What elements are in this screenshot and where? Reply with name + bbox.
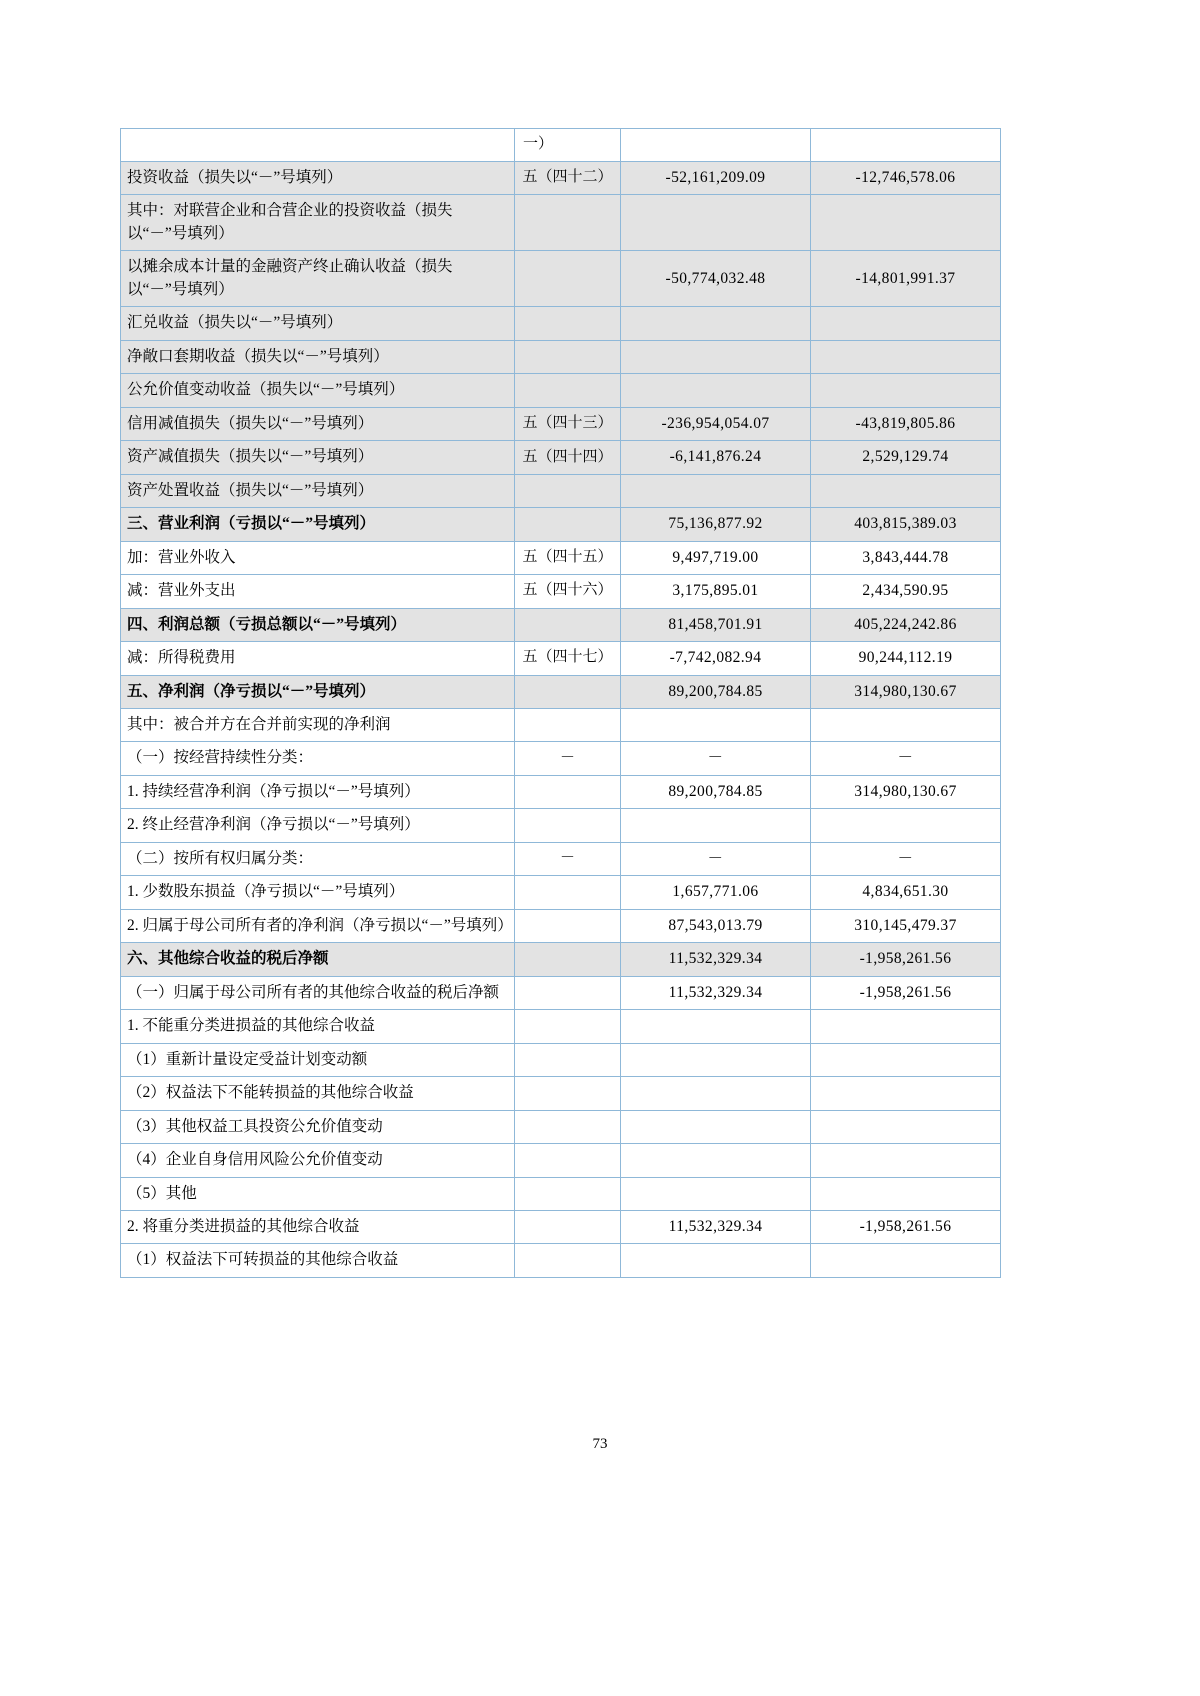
table-row xyxy=(121,474,1001,507)
table-body xyxy=(121,129,1001,1278)
row-current-amount xyxy=(621,1177,811,1210)
row-label: （1）重新计量设定受益计划变动额 xyxy=(121,1043,515,1076)
table-row xyxy=(121,842,1001,875)
row-current-amount: -52,161,209.09 xyxy=(621,162,811,195)
row-label: （一）按经营持续性分类： xyxy=(121,742,515,775)
row-note xyxy=(515,307,621,340)
row-label: 其中：被合并方在合并前实现的净利润 xyxy=(121,708,515,741)
row-note xyxy=(515,809,621,842)
table-row xyxy=(121,251,1001,307)
row-label: （1）权益法下可转损益的其他综合收益 xyxy=(121,1244,515,1277)
table-row xyxy=(121,708,1001,741)
row-current-amount xyxy=(621,809,811,842)
row-current-amount xyxy=(621,307,811,340)
row-note: 五（四十四） xyxy=(515,441,621,474)
row-previous-amount xyxy=(811,1110,1001,1143)
row-previous-amount xyxy=(811,809,1001,842)
table-row xyxy=(121,374,1001,407)
row-label: 其中：对联营企业和合营企业的投资收益（损失以“－”号填列） xyxy=(121,195,515,251)
table-row xyxy=(121,608,1001,641)
row-label: 汇兑收益（损失以“－”号填列） xyxy=(121,307,515,340)
row-current-amount: 89,200,784.85 xyxy=(621,675,811,708)
row-note xyxy=(515,775,621,808)
row-previous-amount xyxy=(811,1043,1001,1076)
row-previous-amount: － xyxy=(811,842,1001,875)
row-previous-amount xyxy=(811,1010,1001,1043)
row-note xyxy=(515,675,621,708)
table-row xyxy=(121,1177,1001,1210)
table-row xyxy=(121,976,1001,1009)
table-row xyxy=(121,575,1001,608)
row-current-amount: -6,141,876.24 xyxy=(621,441,811,474)
row-note: 五（四十七） xyxy=(515,642,621,675)
row-current-amount xyxy=(621,474,811,507)
row-current-amount xyxy=(621,708,811,741)
row-current-amount: -7,742,082.94 xyxy=(621,642,811,675)
table-row xyxy=(121,1144,1001,1177)
row-current-amount: 9,497,719.00 xyxy=(621,541,811,574)
row-previous-amount xyxy=(811,195,1001,251)
row-label: （4）企业自身信用风险公允价值变动 xyxy=(121,1144,515,1177)
table-row xyxy=(121,742,1001,775)
table-row xyxy=(121,340,1001,373)
row-previous-amount: 405,224,242.86 xyxy=(811,608,1001,641)
row-label: 1. 少数股东损益（净亏损以“－”号填列） xyxy=(121,876,515,909)
row-previous-amount: -1,958,261.56 xyxy=(811,943,1001,976)
row-note xyxy=(515,708,621,741)
row-note: － xyxy=(515,742,621,775)
row-label: 六、其他综合收益的税后净额 xyxy=(121,943,515,976)
table-row xyxy=(121,1077,1001,1110)
row-previous-amount: 403,815,389.03 xyxy=(811,508,1001,541)
row-previous-amount: 90,244,112.19 xyxy=(811,642,1001,675)
row-label: 以摊余成本计量的金融资产终止确认收益（损失以“－”号填列） xyxy=(121,251,515,307)
row-previous-amount xyxy=(811,1144,1001,1177)
row-label xyxy=(121,129,515,162)
row-current-amount xyxy=(621,1244,811,1277)
row-current-amount xyxy=(621,1110,811,1143)
row-current-amount xyxy=(621,1144,811,1177)
row-label: 减：营业外支出 xyxy=(121,575,515,608)
row-label: （2）权益法下不能转损益的其他综合收益 xyxy=(121,1077,515,1110)
row-note: 一） xyxy=(515,129,621,162)
row-note xyxy=(515,976,621,1009)
income-statement-table-wrap xyxy=(120,128,1000,1278)
row-current-amount: 75,136,877.92 xyxy=(621,508,811,541)
table-row xyxy=(121,129,1001,162)
row-previous-amount xyxy=(811,1077,1001,1110)
row-note xyxy=(515,1244,621,1277)
row-note xyxy=(515,909,621,942)
row-previous-amount: 2,529,129.74 xyxy=(811,441,1001,474)
row-previous-amount: 314,980,130.67 xyxy=(811,675,1001,708)
row-previous-amount xyxy=(811,474,1001,507)
row-previous-amount: -12,746,578.06 xyxy=(811,162,1001,195)
row-note xyxy=(515,608,621,641)
row-previous-amount: 3,843,444.78 xyxy=(811,541,1001,574)
row-previous-amount xyxy=(811,129,1001,162)
table-row xyxy=(121,195,1001,251)
row-note: 五（四十六） xyxy=(515,575,621,608)
table-row xyxy=(121,675,1001,708)
row-note xyxy=(515,508,621,541)
row-previous-amount: 314,980,130.67 xyxy=(811,775,1001,808)
row-previous-amount xyxy=(811,708,1001,741)
row-label: 净敞口套期收益（损失以“－”号填列） xyxy=(121,340,515,373)
row-previous-amount: -1,958,261.56 xyxy=(811,1211,1001,1244)
table-row xyxy=(121,307,1001,340)
row-current-amount: -236,954,054.07 xyxy=(621,407,811,440)
row-current-amount: 87,543,013.79 xyxy=(621,909,811,942)
row-note xyxy=(515,1043,621,1076)
row-previous-amount xyxy=(811,1177,1001,1210)
row-label: （二）按所有权归属分类： xyxy=(121,842,515,875)
table-row xyxy=(121,642,1001,675)
row-note xyxy=(515,1177,621,1210)
row-previous-amount: － xyxy=(811,742,1001,775)
row-current-amount xyxy=(621,340,811,373)
row-current-amount xyxy=(621,1043,811,1076)
row-label: 2. 终止经营净利润（净亏损以“－”号填列） xyxy=(121,809,515,842)
row-label: 2. 归属于母公司所有者的净利润（净亏损以“－”号填列） xyxy=(121,909,515,942)
row-current-amount xyxy=(621,1077,811,1110)
row-label: 减：所得税费用 xyxy=(121,642,515,675)
row-current-amount: 89,200,784.85 xyxy=(621,775,811,808)
row-previous-amount xyxy=(811,374,1001,407)
row-previous-amount xyxy=(811,340,1001,373)
row-note xyxy=(515,195,621,251)
row-note xyxy=(515,1010,621,1043)
row-previous-amount xyxy=(811,1244,1001,1277)
row-current-amount xyxy=(621,374,811,407)
row-label: 五、净利润（净亏损以“－”号填列） xyxy=(121,675,515,708)
row-previous-amount: 310,145,479.37 xyxy=(811,909,1001,942)
table-row xyxy=(121,1211,1001,1244)
row-current-amount: 11,532,329.34 xyxy=(621,1211,811,1244)
row-note xyxy=(515,943,621,976)
row-note xyxy=(515,1211,621,1244)
row-note xyxy=(515,340,621,373)
row-note xyxy=(515,876,621,909)
row-previous-amount: -14,801,991.37 xyxy=(811,251,1001,307)
table-row xyxy=(121,775,1001,808)
row-note: 五（四十二） xyxy=(515,162,621,195)
table-row xyxy=(121,876,1001,909)
table-row xyxy=(121,441,1001,474)
row-previous-amount: 4,834,651.30 xyxy=(811,876,1001,909)
row-previous-amount: -43,819,805.86 xyxy=(811,407,1001,440)
table-row xyxy=(121,1110,1001,1143)
row-label: 四、利润总额（亏损总额以“－”号填列） xyxy=(121,608,515,641)
row-previous-amount xyxy=(811,307,1001,340)
row-current-amount: 81,458,701.91 xyxy=(621,608,811,641)
row-label: 投资收益（损失以“－”号填列） xyxy=(121,162,515,195)
row-note: 五（四十三） xyxy=(515,407,621,440)
table-row xyxy=(121,541,1001,574)
row-label: 资产处置收益（损失以“－”号填列） xyxy=(121,474,515,507)
row-previous-amount: 2,434,590.95 xyxy=(811,575,1001,608)
row-current-amount: 11,532,329.34 xyxy=(621,943,811,976)
row-current-amount: 11,532,329.34 xyxy=(621,976,811,1009)
row-label: 信用减值损失（损失以“－”号填列） xyxy=(121,407,515,440)
row-label: （一）归属于母公司所有者的其他综合收益的税后净额 xyxy=(121,976,515,1009)
row-current-amount: 1,657,771.06 xyxy=(621,876,811,909)
row-label: 资产减值损失（损失以“－”号填列） xyxy=(121,441,515,474)
row-label: 1. 不能重分类进损益的其他综合收益 xyxy=(121,1010,515,1043)
row-note xyxy=(515,474,621,507)
table-row xyxy=(121,1043,1001,1076)
row-current-amount xyxy=(621,195,811,251)
row-label: 2. 将重分类进损益的其他综合收益 xyxy=(121,1211,515,1244)
row-note xyxy=(515,1110,621,1143)
row-current-amount xyxy=(621,129,811,162)
table-row xyxy=(121,943,1001,976)
row-note: 五（四十五） xyxy=(515,541,621,574)
row-label: 1. 持续经营净利润（净亏损以“－”号填列） xyxy=(121,775,515,808)
row-label: 加：营业外收入 xyxy=(121,541,515,574)
row-current-amount xyxy=(621,1010,811,1043)
page-number: 73 xyxy=(592,1436,608,1452)
row-previous-amount: -1,958,261.56 xyxy=(811,976,1001,1009)
row-label: （5）其他 xyxy=(121,1177,515,1210)
row-current-amount: － xyxy=(621,842,811,875)
row-note xyxy=(515,251,621,307)
row-current-amount: -50,774,032.48 xyxy=(621,251,811,307)
row-current-amount: 3,175,895.01 xyxy=(621,575,811,608)
table-row xyxy=(121,909,1001,942)
table-row xyxy=(121,809,1001,842)
row-current-amount: － xyxy=(621,742,811,775)
table-row xyxy=(121,1244,1001,1277)
row-label: 三、营业利润（亏损以“－”号填列） xyxy=(121,508,515,541)
table-row xyxy=(121,162,1001,195)
row-note xyxy=(515,1077,621,1110)
income-statement-table xyxy=(120,128,1001,1278)
table-row xyxy=(121,407,1001,440)
row-label: 公允价值变动收益（损失以“－”号填列） xyxy=(121,374,515,407)
row-note xyxy=(515,374,621,407)
row-note xyxy=(515,1144,621,1177)
row-label: （3）其他权益工具投资公允价值变动 xyxy=(121,1110,515,1143)
row-note: － xyxy=(515,842,621,875)
table-row xyxy=(121,508,1001,541)
table-row xyxy=(121,1010,1001,1043)
